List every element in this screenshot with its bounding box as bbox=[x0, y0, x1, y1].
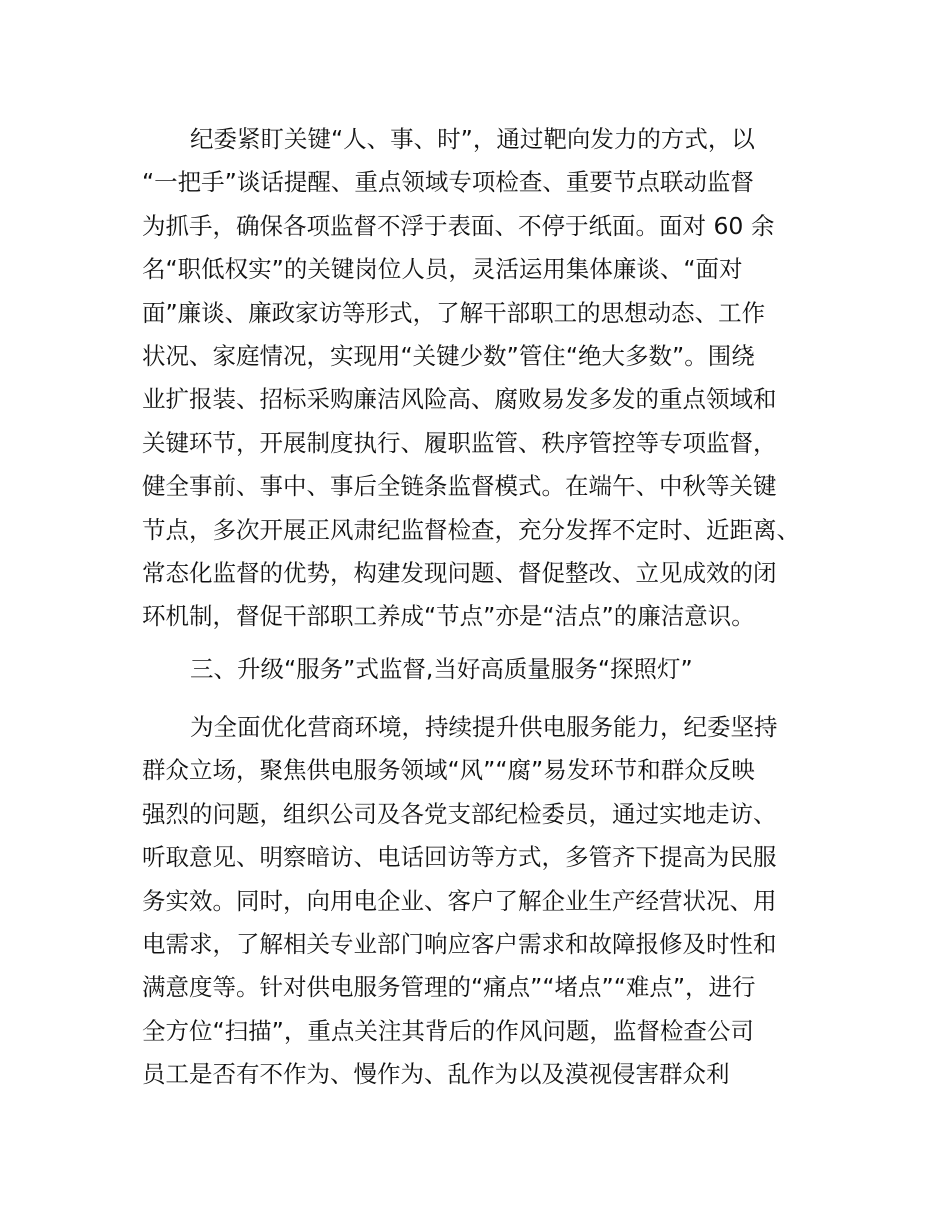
paragraph-service-oversight bbox=[142, 706, 832, 1097]
paragraph-line: 纪委紧盯关键“人、事、时”，通过靶向发力的方式，以 bbox=[190, 125, 755, 153]
paragraph-line: 满意度等。针对供电服务管理的“痛点”“堵点”“难点”，进行 bbox=[142, 973, 756, 1002]
paragraph-line: 听取意见、明察暗访、电话回访等方式，多管齐下提高为民服 bbox=[142, 843, 777, 872]
paragraph-line: 务实效。同时，向用电企业、客户了解企业生产经营状况、用 bbox=[142, 886, 777, 915]
paragraph-line: 业扩报装、招标采购廉洁风险高、腐败易发多发的重点领域和 bbox=[142, 385, 777, 414]
paragraph-discipline-oversight bbox=[142, 118, 832, 639]
paragraph-line: 为全面优化营商环境，持续提升供电服务能力，纪委坚持 bbox=[190, 713, 778, 741]
paragraph-line: 全方位“扫描”，重点关注其背后的作风问题，监督检查公司 bbox=[142, 1016, 754, 1045]
paragraph-line: 关键环节，开展制度执行、履职监管、秩序管控等专项监督， bbox=[142, 428, 777, 457]
paragraph-line: 常态化监督的优势，构建发现问题、督促整改、立见成效的闭 bbox=[142, 558, 777, 587]
section-heading bbox=[142, 648, 832, 691]
paragraph-line: 健全事前、事中、事后全链条监督模式。在端午、中秋等关键 bbox=[142, 472, 777, 501]
paragraph-line: 为抓手，确保各项监督不浮于表面、不停于纸面。面对 60 余 bbox=[142, 211, 775, 240]
paragraph-line: 强烈的问题，组织公司及各党支部纪检委员，通过实地走访、 bbox=[142, 799, 777, 828]
paragraph-line: 群众立场，聚焦供电服务领域“风”“腐”易发环节和群众反映 bbox=[142, 756, 755, 785]
paragraph-line: “一把手”谈话提醒、重点领域专项检查、重要节点联动监督 bbox=[142, 168, 754, 197]
section-heading-text: 三、升级“服务”式监督,当好高质量服务“探照灯” bbox=[190, 655, 693, 683]
paragraph-line: 面”廉谈、廉政家访等形式，了解干部职工的思想动态、工作 bbox=[142, 298, 766, 327]
paragraph-line: 电需求，了解相关专业部门响应客户需求和故障报修及时性和 bbox=[142, 929, 777, 958]
paragraph-line: 环机制，督促干部职工养成“节点”亦是“洁点”的廉洁意识。 bbox=[142, 602, 755, 631]
paragraph-line: 名“职低权实”的关键岗位人员，灵活运用集体廉谈、“面对 bbox=[142, 255, 743, 284]
paragraph-line: 员工是否有不作为、慢作为、乱作为以及漠视侵害群众利 bbox=[142, 1060, 730, 1089]
paragraph-line: 节点，多次开展正风肃纪监督检查，充分发挥不定时、近距离、 bbox=[142, 515, 800, 544]
paragraph-line: 状况、家庭情况，实现用“关键少数”管住“绝大多数”。围绕 bbox=[142, 341, 755, 370]
